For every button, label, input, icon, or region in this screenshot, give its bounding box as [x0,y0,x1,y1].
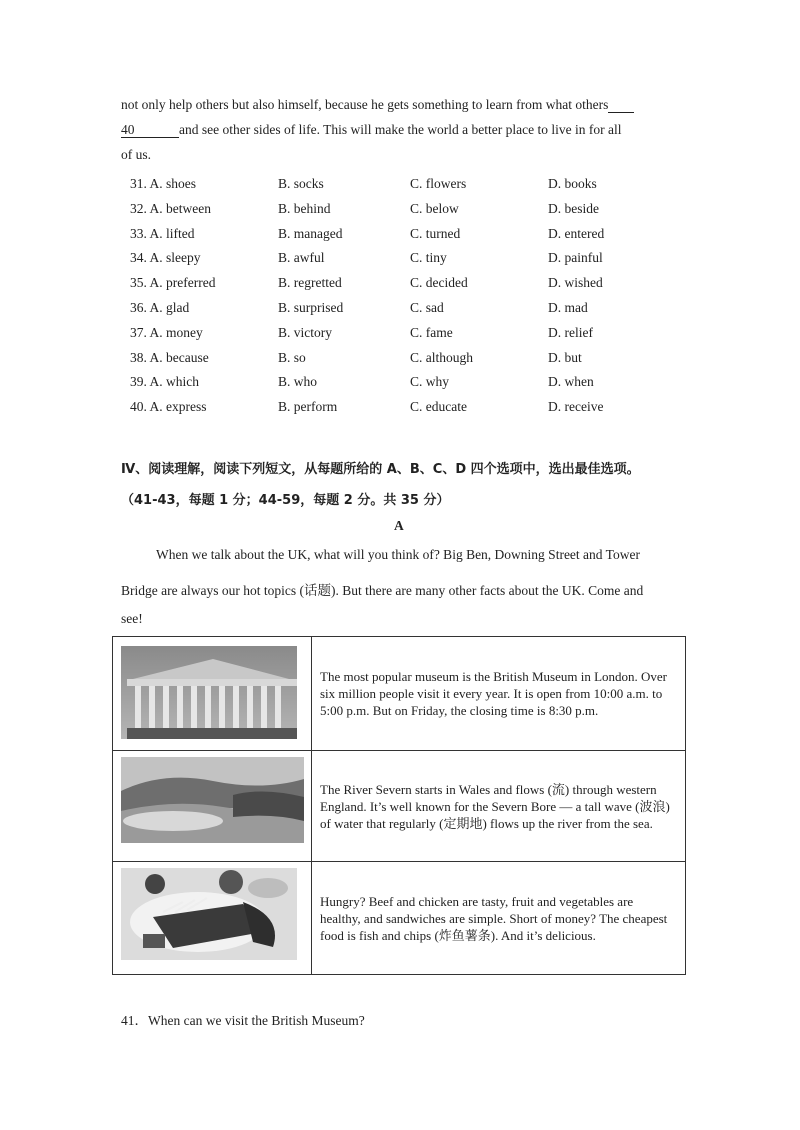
option-d: D. books [548,176,597,191]
option-d: D. entered [548,225,605,241]
option-c: C. sad [410,299,444,315]
passage-line-3: of us. [121,147,151,162]
option-a: 33. A. lifted [130,225,195,241]
option-d: D. relief [548,324,593,340]
option-c: C. decided [410,275,468,291]
option-c: C. fame [410,324,453,340]
museum-image [113,637,311,750]
option-a: 36. A. glad [130,299,190,315]
image-cell [113,637,312,751]
passage-label: A [394,518,404,533]
option-d: D. beside [548,200,599,216]
option-d: D. painful [548,250,603,266]
table-row [113,862,686,975]
option-b: B. perform [278,399,338,415]
option-c: C. turned [410,225,461,241]
facts-table [112,636,686,975]
option-b: B. who [278,374,318,390]
option-b: B. so [278,349,306,365]
option-b: B. surprised [278,299,344,315]
passage-line-2 [121,122,622,138]
image-cell [113,751,312,862]
intro-line-2: Bridge are always our hot topics (话题). But there are many other facts about the UK. Come and [121,583,644,598]
option-c: C. below [410,200,459,216]
option-c: C. educate [410,399,467,415]
option-c: C. tiny [410,250,447,266]
intro-line-3: see! [121,611,143,626]
passage-line-1 [121,97,634,113]
blank-40 [121,123,179,138]
option-b: B. regretted [278,275,342,291]
option-c: C. although [410,349,473,365]
option-d: D. receive [548,399,604,415]
river-text: The River Severn starts in Wales and flows (流) through western England. It’s well known for the Severn Bore — a tall wave (波浪) of water that regularly (定期地) flows up the river from the sea. [312,751,686,862]
option-a: 35. A. preferred [130,275,216,291]
option-b: B. victory [278,324,332,340]
image-cell [113,862,312,975]
option-a: 39. A. which [130,374,199,390]
food-image [113,862,311,974]
option-a: 34. A. sleepy [130,250,201,266]
option-c: C. why [410,374,450,390]
blank-number: 40 [121,122,135,137]
section-scoring: （41-43，每题 1 分；44-59，每题 2 分。共 35 分） [121,493,450,508]
river-image [113,751,311,861]
question-41: 41．When can we visit the British Museum? [121,1013,365,1028]
option-a: 40. A. express [130,399,207,415]
option-c: C. flowers [410,176,467,191]
option-b: B. socks [278,176,324,191]
option-b: B. managed [278,225,343,241]
section-title: Ⅳ、阅读理解，阅读下列短文，从每题所给的 A、B、C、D 四个选项中，选出最佳选项。 [121,462,640,477]
museum-text: The most popular museum is the British Museum in London. Over six million people visit it every year. It is open from 10:00 a.m. to 5:00 p.m. But on Friday, the closing time is 8:30 p.m. [312,637,686,751]
passage-text: not only help others but also himself, because he gets something to learn from what others [121,97,609,112]
table-row [113,637,686,751]
option-d: D. wished [548,275,603,291]
option-d: D. mad [548,299,588,315]
option-b: B. behind [278,200,331,216]
option-a: 37. A. money [130,324,203,340]
passage-text: and see other sides of life. This will make the world a better place to live in for all [179,122,622,137]
option-d: D. but [548,349,582,365]
option-a: 38. A. because [130,349,209,365]
blank-line [608,98,634,113]
intro-line-1: When we talk about the UK, what will you think of? Big Ben, Downing Street and Tower [156,547,640,562]
option-a: 31. A. shoes [130,176,197,191]
option-d: D. when [548,374,594,390]
option-b: B. awful [278,250,325,266]
food-text: Hungry? Beef and chicken are tasty, fruit and vegetables are healthy, and sandwiches are simple. Short of money? The cheapest food is fish and chips (炸鱼薯条). And it’s delicious. [312,862,686,975]
table-row [113,751,686,862]
option-a: 32. A. between [130,200,211,216]
